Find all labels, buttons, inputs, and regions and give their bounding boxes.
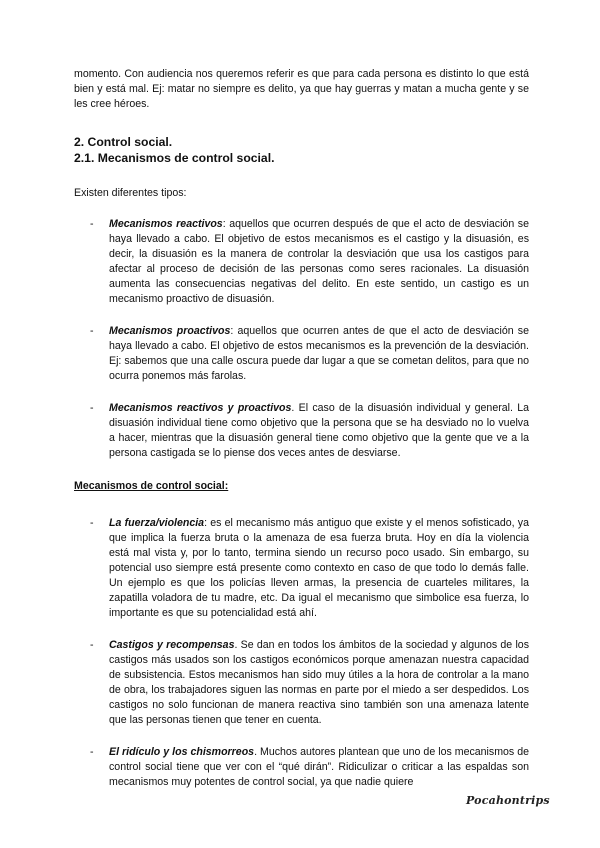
dash-bullet: - (90, 639, 94, 651)
list-item-text: : es el mecanismo más antiguo que existe y el menos sofisticado, ya que implica la fuerza bruta o la amenaza de esa fuerza bruta. Hoy en día la violencia está mal vista y, por lo tanto, termina siendo un recurso poco usado. Sin embargo, su potencial uso siempre está presente como contexto en caso de que todo lo demás falle. Un ejemplo es que los policías lleven armas, la presencia de cuarteles militares, la zapatilla voladora de tu madre, etc. Da igual el mecanismo que simbolice esa fuerza, lo importante es que su potencialidad está ahí. (109, 517, 529, 619)
list-item-term: Mecanismos reactivos (109, 218, 223, 230)
list-item-text: : aquellos que ocurren después de que el acto de desviación se haya llevado a cabo. El objetivo de estos mecanismos es el castigo y la disuasión, es decir, la disuasión es la manera de controlar la desviación que usa los castigos para afectar al proceso de decisión de las personas como seres racionales. La disuasión aumenta las consecuencias negativas del delito. En este sentido, un castigo es un mecanismo proactivo de disuasión. (109, 218, 529, 305)
list-item-term: El ridículo y los chismorreos (109, 746, 255, 758)
dash-bullet: - (90, 325, 94, 337)
document-page (74, 67, 529, 808)
signature-watermark: Pocahontrips (466, 794, 550, 807)
mechanisms-type-list (74, 217, 529, 461)
list-item-text: . Muchos autores plantean que uno de los mecanismos de control social tiene que ver con el “qué dirán”. Ridiculizar o criticar a las espaldas son mecanismos muy potentes de control social, ya que nadie quiere (109, 746, 529, 788)
types-intro: Existen diferentes tipos: (74, 187, 187, 199)
section-heading: 2. Control social. (74, 135, 173, 149)
list-item (74, 401, 529, 461)
list-item (74, 745, 529, 790)
list-item-term: La fuerza/violencia (109, 517, 205, 529)
intro-paragraph: momento. Con audiencia nos queremos referir es que para cada persona es distinto lo que está bien y está mal. Ej: matar no siempre es delito, ya que hay guerras y matan a mucha gente y se les cree héroes. (74, 68, 529, 110)
dash-bullet: - (90, 746, 94, 758)
control-mechanisms-subheading: Mecanismos de control social: (74, 480, 229, 492)
list-item-text: : aquellos que ocurren antes de que el acto de desviación se haya llevado a cabo. El objetivo de estos mecanismos es la prevención de la desviación. Ej: sabemos que una calle oscura puede dar lugar a que se cometan delitos, para que no ocurra ponemos más farolas. (109, 325, 529, 382)
dash-bullet: - (90, 517, 94, 529)
list-item (74, 324, 529, 384)
control-mechanisms-list (74, 516, 529, 790)
dash-bullet: - (90, 402, 94, 414)
list-item (74, 217, 529, 307)
list-item (74, 638, 529, 728)
list-item-term: Mecanismos proactivos (109, 325, 231, 337)
list-item-text: . El caso de la disuasión individual y general. La disuasión individual tiene como objetivo que la persona que se ha desviado no lo vuelva a hacer, mientras que la disuasión general tiene como objetivo que la gente que ve a la persona castigada se lo piense dos veces antes de desviarse. (109, 402, 529, 459)
list-item-text: . Se dan en todos los ámbitos de la sociedad y algunos de los castigos más usados son los castigos económicos porque amenazan nuestra capacidad de subsistencia. Estos mecanismos han sido muy útiles a la hora de controlar a la mano de obra, los trabajadores siguen las normas en parte por el miedo a ser despedidos. Los castigos no solo funcionan de manera reactiva sino también son una amenaza latente que las personas tienen que tener en cuenta. (109, 639, 529, 726)
list-item-term: Castigos y recompensas (109, 639, 235, 651)
list-item (74, 516, 529, 621)
list-item-term: Mecanismos reactivos y proactivos (109, 402, 292, 414)
subsection-heading: 2.1. Mecanismos de control social. (74, 151, 275, 165)
dash-bullet: - (90, 218, 94, 230)
